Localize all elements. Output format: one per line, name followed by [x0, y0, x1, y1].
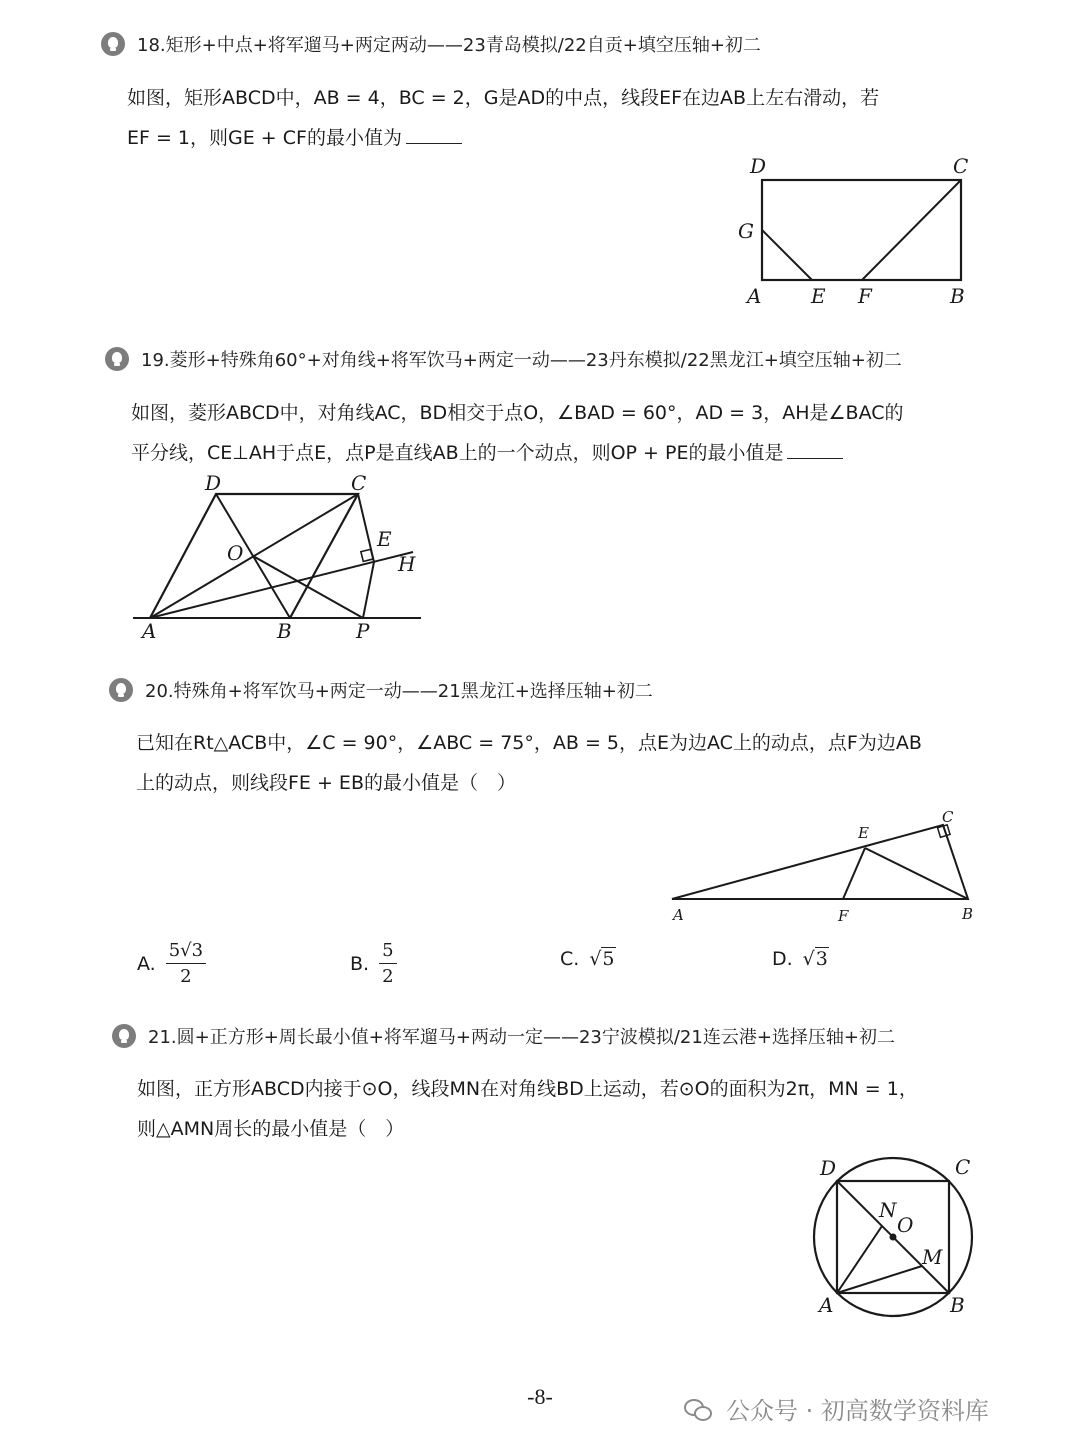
label-c: C: [351, 471, 367, 495]
label-p: P: [356, 619, 370, 643]
option-a-label: A.: [137, 952, 156, 975]
label-a: A: [673, 906, 684, 924]
problem-21-header: [112, 1023, 895, 1049]
problem-20-text-line-2: 上的动点，则线段FE + EB的最小值是（ ）: [136, 772, 516, 794]
lightbulb-icon: [112, 1024, 136, 1048]
lightbulb-icon: [109, 678, 133, 702]
label-n: N: [879, 1198, 897, 1222]
segment-ge: [762, 230, 812, 280]
answer-blank: [787, 457, 843, 459]
problem-21-text-line-2: 则△AMN周长的最小值是（ ）: [137, 1118, 405, 1140]
label-e: E: [377, 527, 392, 551]
problem-20-header: [109, 677, 653, 703]
watermark-text: 公众号 · 初高数学资料库: [726, 1397, 989, 1425]
label-f: F: [838, 907, 849, 925]
option-d-label: D.: [772, 948, 793, 970]
problem-19-figure: [125, 470, 435, 650]
label-d: D: [205, 471, 222, 495]
option-c-label: C.: [560, 948, 580, 970]
label-a: A: [747, 284, 762, 308]
problem-18-text-line-2-content: EF = 1，则GE + CF的最小值为: [127, 127, 402, 149]
center-point: [890, 1234, 897, 1241]
label-f: F: [858, 284, 872, 308]
label-o: O: [227, 541, 244, 565]
option-d[interactable]: [772, 948, 829, 970]
answer-blank: [406, 142, 462, 144]
problem-20-title: 20.特殊角+将军饮马+两定一动——21黑龙江+选择压轴+初二: [145, 681, 653, 702]
lightbulb-icon: [105, 347, 129, 371]
right-angle-mark: [361, 549, 373, 561]
problem-20-text-line-1: 已知在Rt△ACB中，∠C = 90°，∠ABC = 75°，AB = 5，点E为边AC上的动点，点F为边AB: [136, 732, 922, 754]
page-number: -8-: [527, 1384, 553, 1409]
triangle-acb: [672, 825, 968, 899]
segment-an: [837, 1226, 882, 1293]
rectangle-abcd: [762, 180, 961, 280]
label-b: B: [277, 619, 292, 643]
label-b: B: [962, 905, 974, 923]
problem-18-title: 18.矩形+中点+将军遛马+两定两动——23青岛模拟/22自贡+填空压轴+初二: [137, 35, 761, 56]
label-b: B: [950, 1293, 965, 1317]
option-a-denominator: 2: [180, 966, 192, 987]
problem-19-text-line-1: 如图，菱形ABCD中，对角线AC，BD相交于点O，∠BAD = 60°，AD = 3，AH是∠BAC的: [131, 402, 904, 424]
option-b-denominator: 2: [382, 966, 394, 987]
problem-20-figure: [660, 805, 990, 930]
option-b-label: B.: [350, 952, 370, 975]
label-a: A: [142, 619, 157, 643]
label-b: B: [950, 284, 965, 308]
label-h: H: [398, 552, 416, 576]
option-d-radicand: 3: [815, 948, 828, 970]
option-c-radicand: 5: [602, 948, 615, 970]
problem-19-title: 19.菱形+特殊角60°+对角线+将军饮马+两定一动——23丹东模拟/22黑龙江+填空压轴+初二: [141, 350, 902, 371]
label-e: E: [858, 824, 869, 842]
option-c[interactable]: [560, 948, 616, 970]
lightbulb-icon: [101, 32, 125, 56]
label-c: C: [955, 1155, 971, 1179]
option-b[interactable]: [350, 940, 397, 987]
problem-19-text-line-2-content: 平分线，CE⊥AH于点E，点P是直线AB上的一个动点，则OP + PE的最小值是: [131, 442, 784, 464]
segment-cf: [862, 180, 961, 280]
option-a-numerator: 5√3: [166, 940, 206, 964]
label-e: E: [811, 284, 826, 308]
option-a[interactable]: [137, 940, 206, 987]
label-m: M: [922, 1245, 943, 1269]
label-a: A: [819, 1293, 834, 1317]
problem-18-text-line-2: [127, 123, 462, 150]
watermark: [684, 1391, 989, 1426]
option-b-numerator: 5: [379, 940, 396, 964]
label-o: O: [897, 1213, 914, 1237]
segment-am: [837, 1266, 922, 1293]
label-c: C: [953, 154, 969, 178]
label-d: D: [750, 154, 767, 178]
label-g: G: [738, 219, 754, 243]
problem-19-header: [105, 346, 902, 372]
problem-18-header: [101, 31, 761, 57]
problem-21-figure: [800, 1150, 990, 1325]
problem-18-figure: [730, 150, 990, 315]
wechat-icon: [684, 1397, 714, 1421]
label-c: C: [942, 808, 954, 826]
label-d: D: [820, 1156, 837, 1180]
option-d-radical: √3: [802, 948, 828, 970]
problem-21-title: 21.圆+正方形+周长最小值+将军遛马+两动一定——23宁波模拟/21连云港+选择压轴+初二: [148, 1027, 895, 1048]
option-a-fraction: [166, 940, 206, 987]
option-c-radical: √5: [589, 948, 615, 970]
option-b-fraction: [379, 940, 396, 987]
segment-fe: [843, 848, 865, 899]
problem-18-text-line-1: 如图，矩形ABCD中，AB = 4，BC = 2，G是AD的中点，线段EF在边AB上左右滑动，若: [127, 87, 880, 109]
problem-21-text-line-1: 如图，正方形ABCD内接于⊙O，线段MN在对角线BD上运动，若⊙O的面积为2π，MN = 1，: [137, 1078, 918, 1100]
problem-19-text-line-2: [131, 438, 843, 465]
